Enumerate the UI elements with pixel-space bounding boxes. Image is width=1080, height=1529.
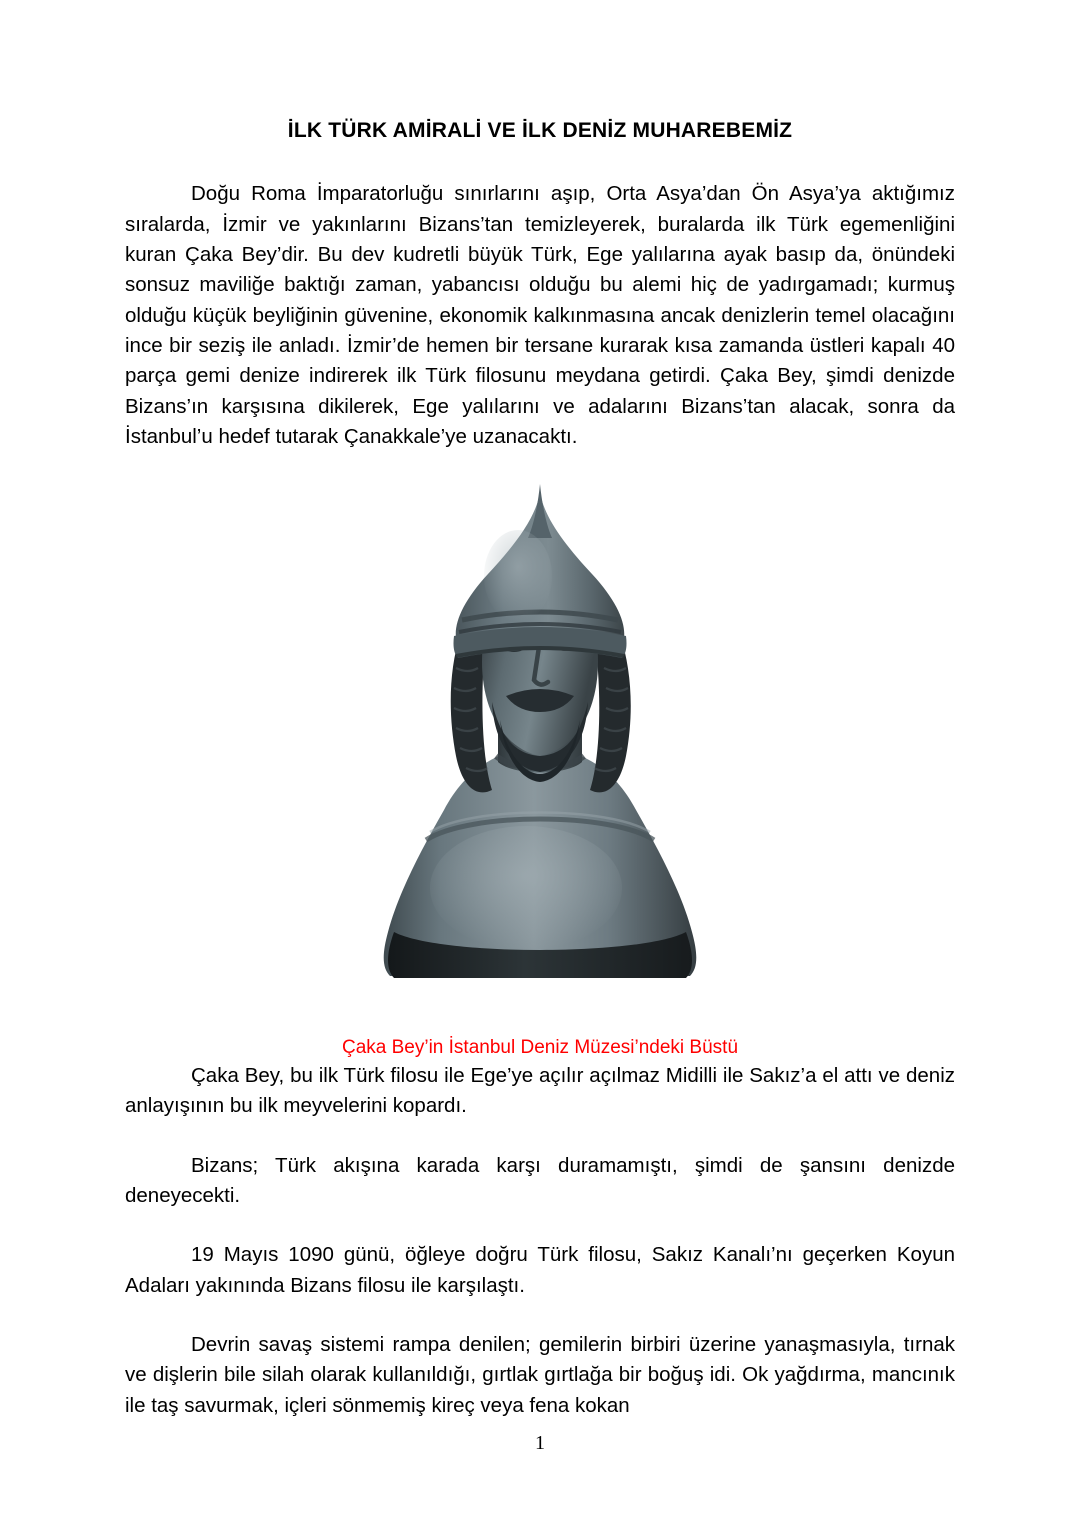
bronze-bust-illustration (330, 480, 750, 1010)
figure-caption: Çaka Bey’in İstanbul Deniz Müzesi’ndeki Büstü (341, 1037, 739, 1059)
paragraph-3: Bizans; Türk akışına karada karşı duramamıştı, şimdi de şansını denizde deneyecekti. (125, 1153, 955, 1207)
paragraph-intro: Doğu Roma İmparatorluğu sınırlarını aşıp, Orta Asya’dan Ön Asya’ya aktığımız sıralarda, İzmir ve yakınlarını Bizans’tan temizleyerek, buralarda ilk Türk egemenliğini kuran Çaka Bey’dir. Bu dev kudretli büyük Türk, Ege yalılarına ayak basıp da, önündeki sonsuz maviliğe baktığı zaman, yabancısı olduğu bu alemi hiç de yadırgamadı; kurmuş olduğu küçük beyliğinin güvenine, ekonomik kalkınmasına ancak denizlerin temel olacağını ince bir seziş ile anladı. İzmir’de hemen bir tersane kurarak kısa zamanda üstleri kapalı 40 parça gemi denize indirerek ilk Türk filosunu meydana getirdi. Çaka Bey, şimdi denizde Bizans’ın karşısına dikilerek, Ege yalılarını ve adalarını Bizans’tan alacak, sonra da İstanbul’u hedef tutarak Çanakkale’ye uzanacaktı. (125, 182, 955, 448)
document-content (125, 0, 955, 1421)
page-title: İLK TÜRK AMİRALİ VE İLK DENİZ MUHAREBEMİZ (287, 119, 793, 142)
bust-image (330, 480, 750, 1010)
paragraph-2: Çaka Bey, bu ilk Türk filosu ile Ege’ye açılır açılmaz Midilli ile Sakız’a el attı ve deniz anlayışının bu ilk meyvelerini kopardı. (125, 1063, 955, 1118)
paragraph-5: Devrin savaş sistemi rampa denilen; gemilerin birbiri üzerine yanaşmasıyla, tırnak ve dişlerin bile silah olarak kullanıldığı, gırtlak gırtlağa bir boğuş idi. Ok yağdırma, mancınık ile taş savurmak, içleri sönmemiş kireç veya fena kokan (125, 1332, 955, 1417)
helmet-sheen (484, 530, 552, 622)
paragraph-4: 19 Mayıs 1090 günü, öğleye doğru Türk filosu, Sakız Kanalı’nı geçerken Koyun Adaları yakınında Bizans filosu ile karşılaştı. (125, 1243, 955, 1297)
torso-sheen (430, 826, 622, 950)
page-number: 1 (535, 1432, 545, 1454)
figure-block (125, 480, 955, 1061)
helmet-spike (528, 484, 552, 538)
